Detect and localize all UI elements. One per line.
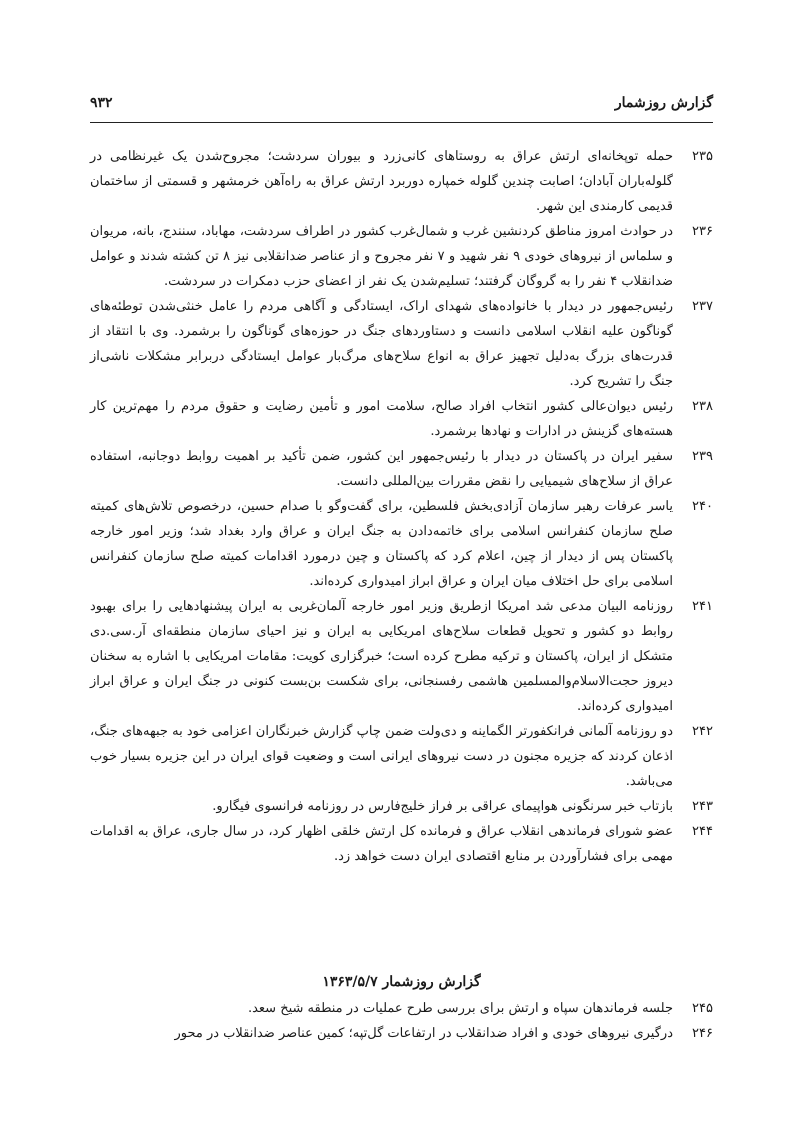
entry-number: ۲۴۲: [692, 724, 713, 739]
entry-number: ۲۴۰: [692, 499, 713, 514]
entry-text: دو روزنامه آلمانی فرانکفورتر الگماینه و دی‌ولت ضمن چاپ گزارش خبرنگاران اعزامی خود به جبهه‌های جنگ، اذعان کردند که جزیره مجنون در دست نیروهای ایرانی است و وضعیت قوای ایران در این جزیره بسیار خوب می‌باشد.: [90, 724, 673, 789]
entry: [90, 996, 713, 1021]
entry: [90, 719, 713, 794]
entry: [90, 594, 713, 719]
entry: [90, 1021, 713, 1046]
entry: [90, 819, 713, 869]
entry: [90, 794, 713, 819]
entry-number: ۲۳۵: [692, 149, 713, 164]
entry-text: رئیس‌جمهور در دیدار با خانواده‌های شهدای اراک، ایستادگی و آگاهی مردم را عامل خنثی‌شدن توطئه‌های گوناگون علیه انقلاب اسلامی دانست و دستاوردهای جنگ در حوزه‌های گوناگون را برشمرد. وی با انتقاد از قدرت‌های بزرگ به‌دلیل تجهیز عراق به انواع سلاح‌های مرگ‌بار عوامل ایستادگی دربرابر مشکلات ناشی‌از جنگ را تشریح کرد.: [90, 299, 673, 389]
entry-number: ۲۳۷: [692, 299, 713, 314]
entry-text: سفیر ایران در پاکستان در دیدار با رئیس‌جمهور این کشور، ضمن تأکید بر اهمیت روابط دوجانبه، استفاده عراق از سلاح‌های شیمیایی را نقض مقررات بین‌المللی دانست.: [90, 449, 673, 489]
entry: [90, 494, 713, 594]
header-rule: [90, 122, 713, 123]
entry-text: درگیری نیروهای خودی و افراد ضدانقلاب در ارتفاعات گل‌تپه؛ کمین عناصر ضدانقلاب در محور: [174, 1026, 673, 1041]
entry: [90, 394, 713, 444]
entry-text: عضو شورای فرماندهی انقلاب عراق و فرمانده کل ارتش خلقی اظهار کرد، در سال جاری، عراق به اقدامات مهمی برای فشارآوردن بر منابع اقتصادی ایران دست خواهد زد.: [90, 824, 673, 864]
section-title: گزارش روزشمار ۱۳۶۳/۵/۷: [322, 974, 481, 990]
entry: [90, 144, 713, 219]
entry-number: ۲۳۹: [692, 449, 713, 464]
entry: [90, 444, 713, 494]
entry: [90, 219, 713, 294]
entry-list: [90, 144, 713, 869]
running-title: گزارش روزشمار: [614, 95, 713, 111]
page-number: ۹۳۲: [90, 95, 113, 111]
day-section: [90, 960, 713, 1046]
entry-text: یاسر عرفات رهبر سازمان آزادی‌بخش فلسطین، برای گفت‌وگو با صدام حسین، درخصوص تلاش‌های کمیته صلح سازمان کنفرانس اسلامی برای خاتمه‌دادن به جنگ ایران و عراق وارد بغداد شد؛ وزیر امور خارجه پاکستان پس از دیدار از چین، اعلام کرد که پاکستان و چین درمورد اقدامات کمیته صلح سازمان کنفرانس اسلامی برای حل اختلاف میان ایران و عراق ابراز امیدواری کرده‌اند.: [90, 499, 673, 589]
entry-number: ۲۴۴: [692, 824, 713, 839]
entry-text: بازتاب خبر سرنگونی هواپیمای عراقی بر فراز خلیج‌فارس در روزنامه فرانسوی فیگارو.: [212, 799, 673, 814]
entry-text: رئیس دیوان‌عالی کشور انتخاب افراد صالح، سلامت امور و تأمین رضایت و حقوق مردم را مهم‌ترین کار هسته‌های گزینش در ادارات و نهادها برشمرد.: [90, 399, 673, 439]
entry-number: ۲۴۱: [692, 599, 713, 614]
entry: [90, 294, 713, 394]
entry-text: روزنامه البیان مدعی شد امریکا ازطریق وزیر امور خارجه آلمان‌غربی به ایران پیشنهادهایی را برای بهبود روابط دو کشور و تحویل قطعات سلاح‌های امریکایی به ایران و نیز احیای سازمان منطقه‌ای آر.سی.دی متشکل از ایران، پاکستان و ترکیه مطرح کرده است؛ خبرگزاری کویت: مقامات امریکایی با اشاره به سخنان دیروز حجت‌الاسلام‌والمسلمین هاشمی رفسنجانی، برای شکست بن‌بست کنونی در جنگ ایران و عراق ابراز امیدواری کرده‌اند.: [90, 599, 673, 714]
entry-number: ۲۴۶: [692, 1026, 713, 1041]
entry-number: ۲۳۸: [692, 399, 713, 414]
page-header: [90, 92, 713, 114]
entry-text: حمله توپخانه‌ای ارتش عراق به روستاهای کانی‌زرد و بیوران سردشت؛ مجروح‌شدن یک غیرنظامی در گلوله‌باران آبادان؛ اصابت چندین گلوله خمپاره دوربرد ارتش عراق به راه‌آهن خرمشهر و قسمتی از ساختمان قدیمی کارمندی این شهر.: [90, 149, 673, 214]
entry-number: ۲۴۵: [692, 1001, 713, 1016]
entry-number: ۲۳۶: [692, 224, 713, 239]
entry-text: جلسه فرماندهان سپاه و ارتش برای بررسی طرح عملیات در منطقه شیخ سعد.: [247, 1001, 673, 1016]
entry-number: ۲۴۳: [692, 799, 713, 814]
entry-text: در حوادث امروز مناطق کردنشین غرب و شمال‌غرب کشور در اطراف سردشت، مهاباد، سنندج، بانه، مریوان و سلماس از نیروهای خودی ۹ نفر شهید و ۷ نفر مجروح و از عناصر ضدانقلابی نیز ۸ تن کشته شدند و عوامل ضدانقلاب ۴ نفر را به گروگان گرفتند؛ تسلیم‌شدن یک نفر از اعضای حزب دمکرات در سردشت.: [90, 224, 673, 289]
